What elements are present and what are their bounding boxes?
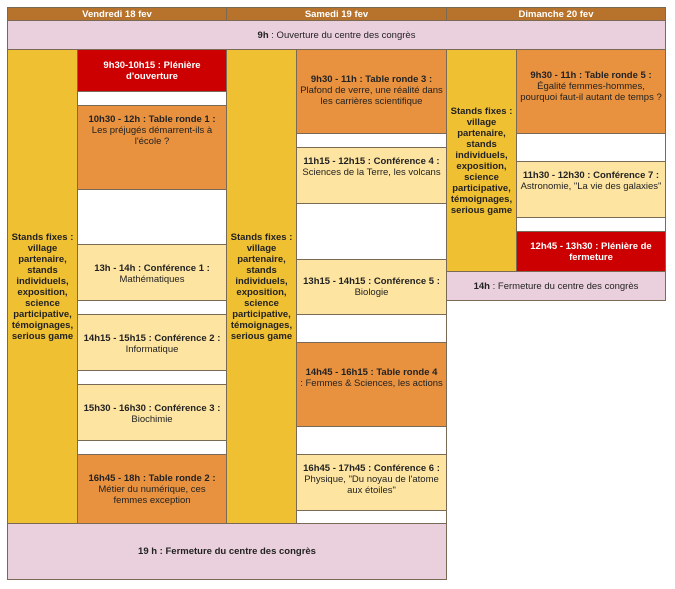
- event-sunday-conference-7: [516, 161, 666, 218]
- event-saturday-table-ronde-4: [296, 342, 447, 427]
- event-title: 13h15 - 14h15 : Conférence 5 :: [303, 276, 440, 287]
- day-header-friday: Vendredi 18 fev: [7, 7, 227, 21]
- gap: [77, 300, 227, 315]
- event-title: 9h30 - 11h : Table ronde 3 :: [310, 74, 433, 85]
- event-desc: Astronomie, "La vie des galaxies": [520, 181, 662, 192]
- gap: [77, 91, 227, 106]
- opening-time: 9h: [257, 29, 269, 41]
- stands-friday: Stands fixes : village partenaire, stands individuels, exposition, science participative, témoignages, serious game: [7, 49, 78, 524]
- event-title: 11h30 - 12h30 : Conférence 7 :: [522, 170, 660, 181]
- gap: [296, 133, 447, 148]
- event-title: 16h45 - 18h : Table ronde 2 :: [88, 473, 216, 484]
- closing-main-time: 19 h: [138, 546, 158, 557]
- gap: [296, 314, 447, 343]
- event-friday-conference-1: [77, 244, 227, 301]
- day-header-sunday: Dimanche 20 fev: [446, 7, 666, 21]
- gap: [77, 440, 227, 455]
- gap: [296, 510, 447, 524]
- day-header-saturday: Samedi 19 fev: [226, 7, 447, 21]
- event-friday-conference-2: [77, 314, 227, 371]
- event-friday-table-ronde-2: [77, 454, 227, 524]
- closing-sunday-label: : Fermeture du centre des congrès: [489, 280, 639, 292]
- opening-label: : Ouverture du centre des congrès: [268, 29, 416, 41]
- event-desc: Biologie: [354, 287, 389, 298]
- event-desc: Biochimie: [131, 414, 173, 425]
- gap: [516, 217, 666, 232]
- event-friday-pleniere-ouverture: 9h30-10h15 : Plénière d'ouverture: [77, 49, 227, 92]
- event-desc: : Femmes & Sciences, les actions: [300, 378, 443, 389]
- event-title: 13h - 14h : Conférence 1 :: [94, 263, 210, 274]
- event-desc: Informatique: [125, 344, 179, 355]
- stands-sunday: Stands fixes : village partenaire, stands individuels, exposition, science participative, témoignages, serious game: [446, 49, 517, 272]
- event-title: 9h30 - 11h : Table ronde 5 :: [530, 70, 652, 81]
- closing-sunday-row: [446, 271, 666, 301]
- event-sunday-table-ronde-5: [516, 49, 666, 134]
- event-saturday-conference-6: [296, 454, 447, 511]
- event-desc: Mathématiques: [119, 274, 185, 285]
- closing-main-row: [7, 523, 447, 580]
- event-title: 10h30 - 12h : Table ronde 1 :: [88, 114, 216, 125]
- stands-saturday: Stands fixes : village partenaire, stands individuels, exposition, science participative, témoignages, serious game: [226, 49, 297, 524]
- event-friday-conference-3: [77, 384, 227, 441]
- gap: [296, 426, 447, 455]
- event-title: 14h45 - 16h15 : Table ronde 4: [305, 367, 438, 378]
- event-saturday-conference-5: [296, 259, 447, 315]
- gap: [516, 133, 666, 162]
- event-saturday-table-ronde-3: [296, 49, 447, 134]
- event-desc: Égalité femmes-hommes, pourquoi faut-il autant de temps ?: [520, 81, 662, 103]
- event-desc: Physique, "Du noyau de l'atome aux étoiles": [304, 474, 439, 496]
- event-friday-table-ronde-1: [77, 105, 227, 190]
- closing-sunday-time: 14h: [473, 280, 490, 292]
- gap: [77, 370, 227, 385]
- event-title: 15h30 - 16h30 : Conférence 3 :: [83, 403, 221, 414]
- event-desc: Les préjugés démarrent-ils à l'école ?: [91, 125, 213, 147]
- event-desc: Métier du numérique, ces femmes exception: [98, 484, 206, 506]
- event-desc: Plafond de verre, une réalité dans les carrières scientifique: [300, 85, 443, 107]
- event-desc: Sciences de la Terre, les volcans: [302, 167, 441, 178]
- event-title: 16h45 - 17h45 : Conférence 6 :: [303, 463, 440, 474]
- gap: [296, 203, 447, 260]
- gap: [77, 189, 227, 245]
- event-title: 14h15 - 15h15 : Conférence 2 :: [83, 333, 221, 344]
- event-saturday-conference-4: [296, 147, 447, 204]
- opening-row: [7, 20, 666, 50]
- event-sunday-pleniere-fermeture: 12h45 - 13h30 : Plénière de fermeture: [516, 231, 666, 272]
- event-title: 11h15 - 12h15 : Conférence 4 :: [303, 156, 440, 167]
- closing-main-label: : Fermeture du centre des congrès: [157, 546, 316, 557]
